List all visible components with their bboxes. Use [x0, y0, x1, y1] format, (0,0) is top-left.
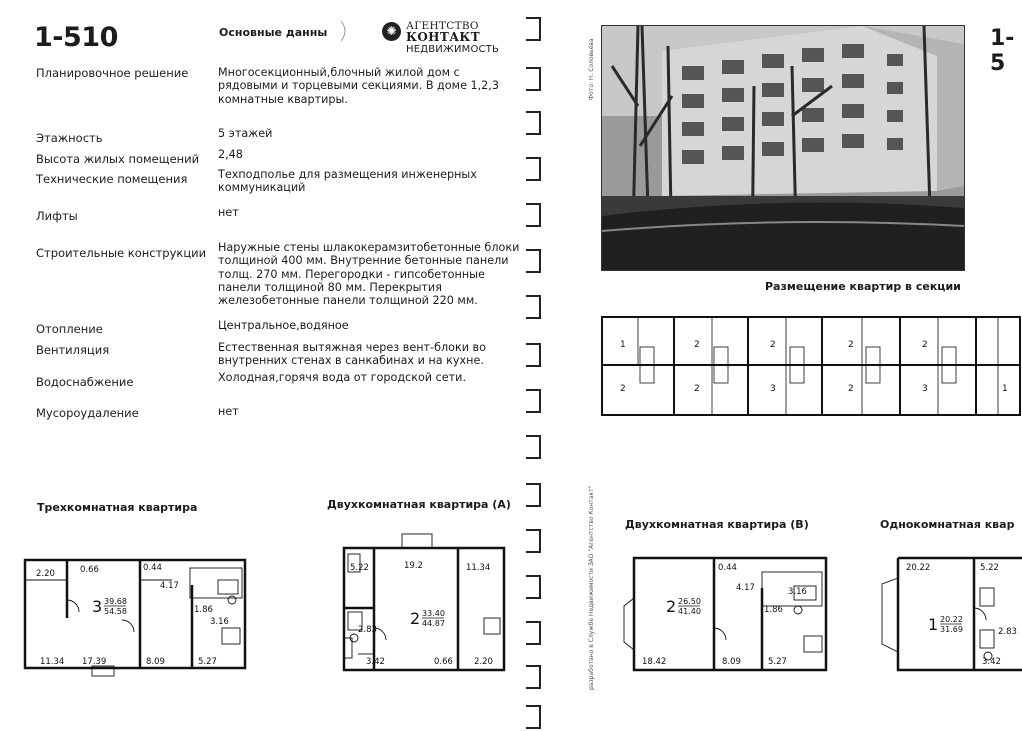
- two-room-b-area-3-16: 3.16: [788, 587, 807, 597]
- three-room-area-0-66: 0.66: [80, 565, 99, 575]
- svg-text:1: 1: [1002, 384, 1008, 394]
- one-room-area-5-22: 5.22: [980, 563, 999, 573]
- svg-text:2: 2: [848, 384, 854, 394]
- one-room-count: 1: [928, 615, 939, 634]
- one-room-area-20-22: 20.22: [906, 563, 931, 573]
- three-room-area-0-44: 0.44: [143, 563, 162, 573]
- two-room-b-title: Двухкомнатная квартира (В): [625, 518, 809, 531]
- spec-label-elevators: Лифты: [36, 209, 78, 223]
- section-plan: [600, 307, 1022, 419]
- spec-value-structure: Наружные стены шлакокерамзитобетонные блоки толщиной 400 мм. Внутренние бетонные панели толщ. 270 мм. Перегородки - гипсобетонные панели толщиной 80 мм. Перекрытия железобетонные панели толщиной 220 мм.: [218, 241, 520, 308]
- spec-value-layout: Многосекционный,блочный жилой дом с рядовыми и торцевыми секциями. В доме 1,2,3 комнатные квартиры.: [218, 66, 499, 106]
- svg-text:2: 2: [620, 384, 626, 394]
- two-room-a-area-0-66: 0.66: [434, 657, 453, 667]
- spec-label-floors: Этажность: [36, 131, 103, 145]
- photo-side-caption: Фото: Н. Соловьёва: [588, 38, 595, 100]
- spec-value-ventilation: Естественная вытяжная через вент-блоки во внутренних стенах в санкабинах и на кухне.: [218, 341, 486, 368]
- two-room-b-area-4-17: 4.17: [736, 583, 755, 593]
- three-room-area-17-39: 17.39: [82, 657, 107, 667]
- three-room-area-11-34: 11.34: [40, 657, 65, 667]
- three-room-area-1-86: 1.86: [194, 605, 213, 615]
- two-room-a-total-area: 44.87: [422, 619, 445, 628]
- svg-text:1: 1: [620, 340, 626, 350]
- two-room-b-area-18-42: 18.42: [642, 657, 667, 667]
- three-room-count: 3: [92, 597, 103, 616]
- three-room-area-8-09: 8.09: [146, 657, 165, 667]
- building-photo: [601, 25, 965, 271]
- two-room-a-area-19-2: 19.2: [404, 561, 423, 571]
- section-plan-title: Размещение квартир в секции: [765, 280, 961, 293]
- spec-value-technical: Техподполье для размещения инженерных коммуникаций: [218, 168, 477, 195]
- series-number-right: 1-5: [990, 26, 1015, 76]
- agency-name-line3: НЕДВИЖИМОСТЬ: [406, 44, 500, 55]
- spec-label-heating: Отопление: [36, 322, 103, 336]
- spec-label-technical: Технические помещения: [36, 172, 188, 186]
- three-room-area-5-27: 5.27: [198, 657, 217, 667]
- binding-side-caption: разработано в Службе Недвижимости ЗАО "Агентство Контакт": [588, 485, 595, 690]
- two-room-b-count: 2: [666, 597, 677, 616]
- section-title: Основные данны: [219, 26, 328, 39]
- series-number: 1-510: [34, 22, 118, 53]
- one-room-plan: [876, 548, 1022, 678]
- one-room-area-3-42: 3.42: [982, 657, 1001, 667]
- two-room-a-area-2-83: 2.83: [358, 625, 377, 635]
- three-room-title: Трехкомнатная квартира: [37, 501, 198, 514]
- spiral-binding: [518, 0, 566, 731]
- two-room-a-plan-drawing: [338, 528, 510, 678]
- spec-value-elevators: нет: [218, 206, 239, 219]
- two-room-b-area-1-86: 1.86: [764, 605, 783, 615]
- one-room-living-area: 20.22: [940, 615, 963, 624]
- two-room-b-living-area: 26.50: [678, 597, 701, 606]
- two-room-a-area-11-34: 11.34: [466, 563, 491, 573]
- agency-logo: [382, 20, 500, 56]
- two-room-a-area-2-20: 2.20: [474, 657, 493, 667]
- three-room-plan-drawing: [22, 540, 250, 682]
- spec-value-garbage: нет: [218, 405, 239, 418]
- spec-label-layout: Планировочное решение: [36, 66, 189, 80]
- one-room-total-area: 31.69: [940, 625, 963, 634]
- three-room-area-4-17: 4.17: [160, 581, 179, 591]
- three-room-area-3-16: 3.16: [210, 617, 229, 627]
- spec-label-water: Водоснабжение: [36, 375, 134, 389]
- one-room-title: Однокомнатная квар: [880, 518, 1015, 531]
- two-room-a-count: 2: [410, 609, 421, 628]
- spec-label-ventilation: Вентиляция: [36, 343, 110, 357]
- agency-name-line2: КОНТАКТ: [406, 30, 481, 44]
- spec-label-structure: Строительные конструкции: [36, 246, 207, 260]
- svg-text:2: 2: [922, 340, 928, 350]
- two-room-a-living-area: 33.40: [422, 609, 445, 618]
- three-room-total-area: 54.58: [104, 607, 127, 616]
- svg-text:2: 2: [694, 340, 700, 350]
- svg-text:2: 2: [694, 384, 700, 394]
- two-room-b-area-5-27: 5.27: [768, 657, 787, 667]
- spec-value-heating: Центральное,водяное: [218, 319, 349, 332]
- one-room-plan-drawing: [876, 548, 1022, 678]
- three-room-plan: [22, 540, 250, 682]
- one-room-area-2-83: 2.83: [998, 627, 1017, 637]
- two-room-a-area-3-42: 3.42: [366, 657, 385, 667]
- agency-logo-mark-icon: ✺: [382, 22, 401, 41]
- spec-value-water: Холодная,горячя вода от городской сети.: [218, 371, 467, 384]
- two-room-b-area-0-44: 0.44: [718, 563, 737, 573]
- two-room-a-plan: [338, 528, 510, 678]
- two-room-b-total-area: 41.40: [678, 607, 701, 616]
- svg-text:2: 2: [848, 340, 854, 350]
- agency-name-line1: АГЕНТСТВО: [406, 20, 479, 32]
- svg-text:3: 3: [922, 384, 928, 394]
- three-room-area-2-20: 2.20: [36, 569, 55, 579]
- spec-value-ceiling-height: 2,48: [218, 148, 243, 161]
- spec-value-floors: 5 этажей: [218, 127, 273, 140]
- spec-label-garbage: Мусороудаление: [36, 406, 139, 420]
- three-room-living-area: 39.68: [104, 597, 127, 606]
- two-room-b-area-8-09: 8.09: [722, 657, 741, 667]
- spec-label-ceiling-height: Высота жилых помещений: [36, 152, 200, 166]
- two-room-a-area-5-22: 5.22: [350, 563, 369, 573]
- svg-text:3: 3: [770, 384, 776, 394]
- two-room-b-plan: [618, 548, 830, 678]
- svg-text:2: 2: [770, 340, 776, 350]
- two-room-a-title: Двухкомнатная квартира (А): [327, 498, 511, 511]
- section-plan-drawing: [600, 307, 1022, 419]
- building-photo-image: [602, 26, 964, 270]
- bracket-decoration: [338, 20, 352, 42]
- two-room-b-plan-drawing: [618, 548, 830, 678]
